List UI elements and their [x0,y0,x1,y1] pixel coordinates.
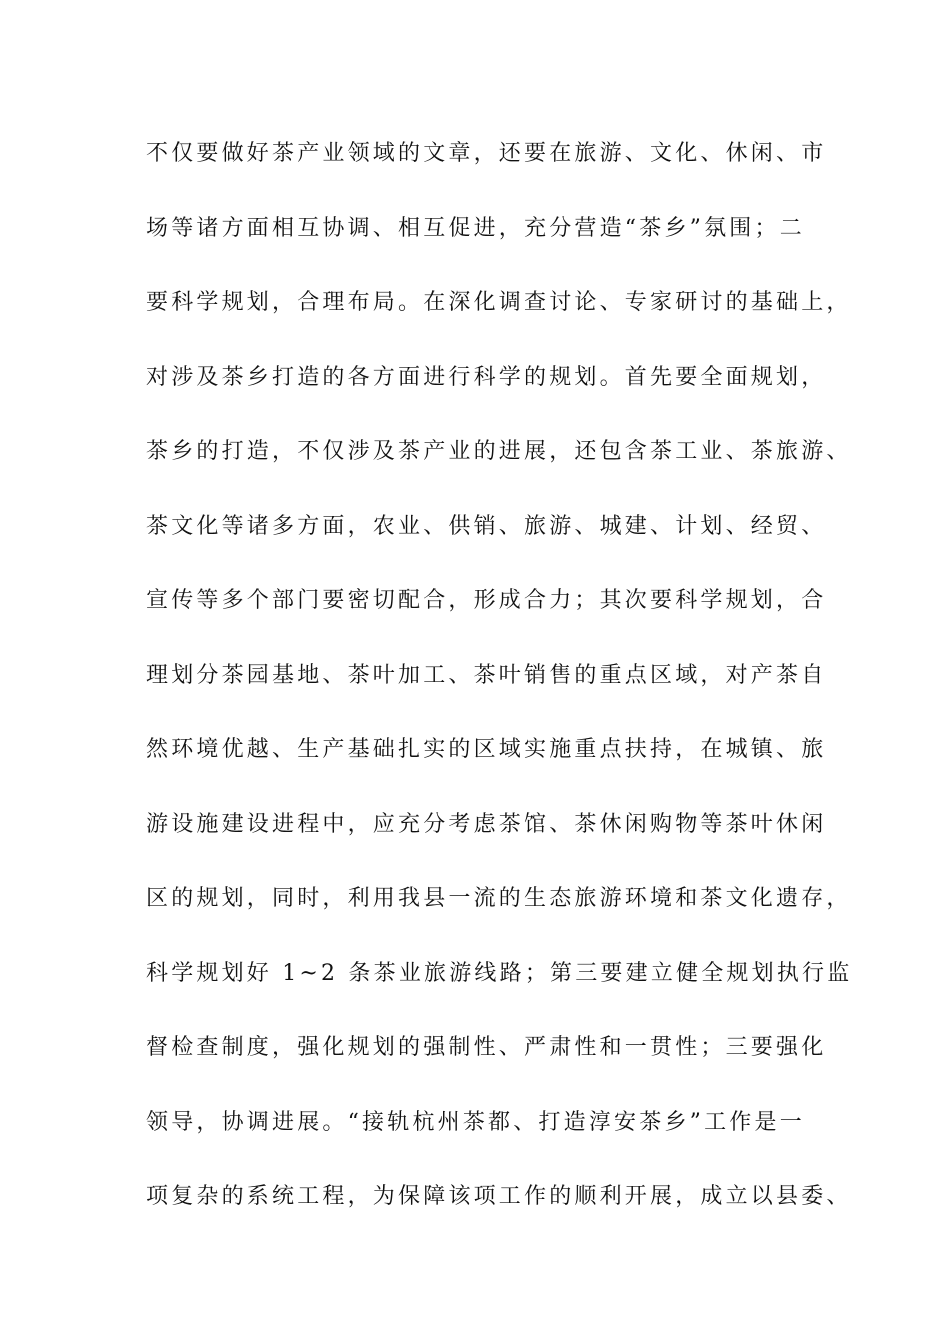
text-line: 科学规划好 1~2 条茶业旅游线路；第三要建立健全规划执行监 [146,960,853,986]
text-line: 游设施建设进程中，应充分考虑茶馆、茶休闲购物等茶叶休闲 [146,811,827,837]
text-line: 区的规划，同时，利用我县一流的生态旅游环境和茶文化遗存， [146,886,852,911]
text-line: 对涉及茶乡打造的各方面进行科学的规划。首先要全面规划， [146,364,827,390]
body-text [146,134,853,1252]
text-line: 领导，协调进展。“接轨杭州茶都、打造淳安茶乡”工作是一 [146,1109,805,1135]
text-line: 茶文化等诸多方面，农业、供销、旅游、城建、计划、经贸、 [146,513,827,539]
text-line: 理划分茶园基地、茶叶加工、茶叶销售的重点区域，对产茶自 [146,662,827,688]
text-line: 不仅要做好茶产业领域的文章，还要在旅游、文化、休闲、市 [146,141,827,166]
text-line: 茶乡的打造，不仅涉及茶产业的进展，还包含茶工业、茶旅游、 [146,439,852,464]
text-line: 场等诸方面相互协调、相互促进，充分营造“茶乡”氛围；二 [146,215,805,241]
text-line: 要科学规划，合理布局。在深化调查讨论、专家研讨的基础上， [146,290,852,315]
text-line: 宣传等多个部门要密切配合，形成合力；其次要科学规划，合 [146,588,827,613]
text-line: 然环境优越、生产基础扎实的区域实施重点扶持，在城镇、旅 [146,737,827,762]
text-line: 督检查制度，强化规划的强制性、严肃性和一贯性；三要强化 [146,1035,827,1060]
text-line: 项复杂的系统工程，为保障该项工作的顺利开展，成立以县委、 [146,1184,852,1209]
